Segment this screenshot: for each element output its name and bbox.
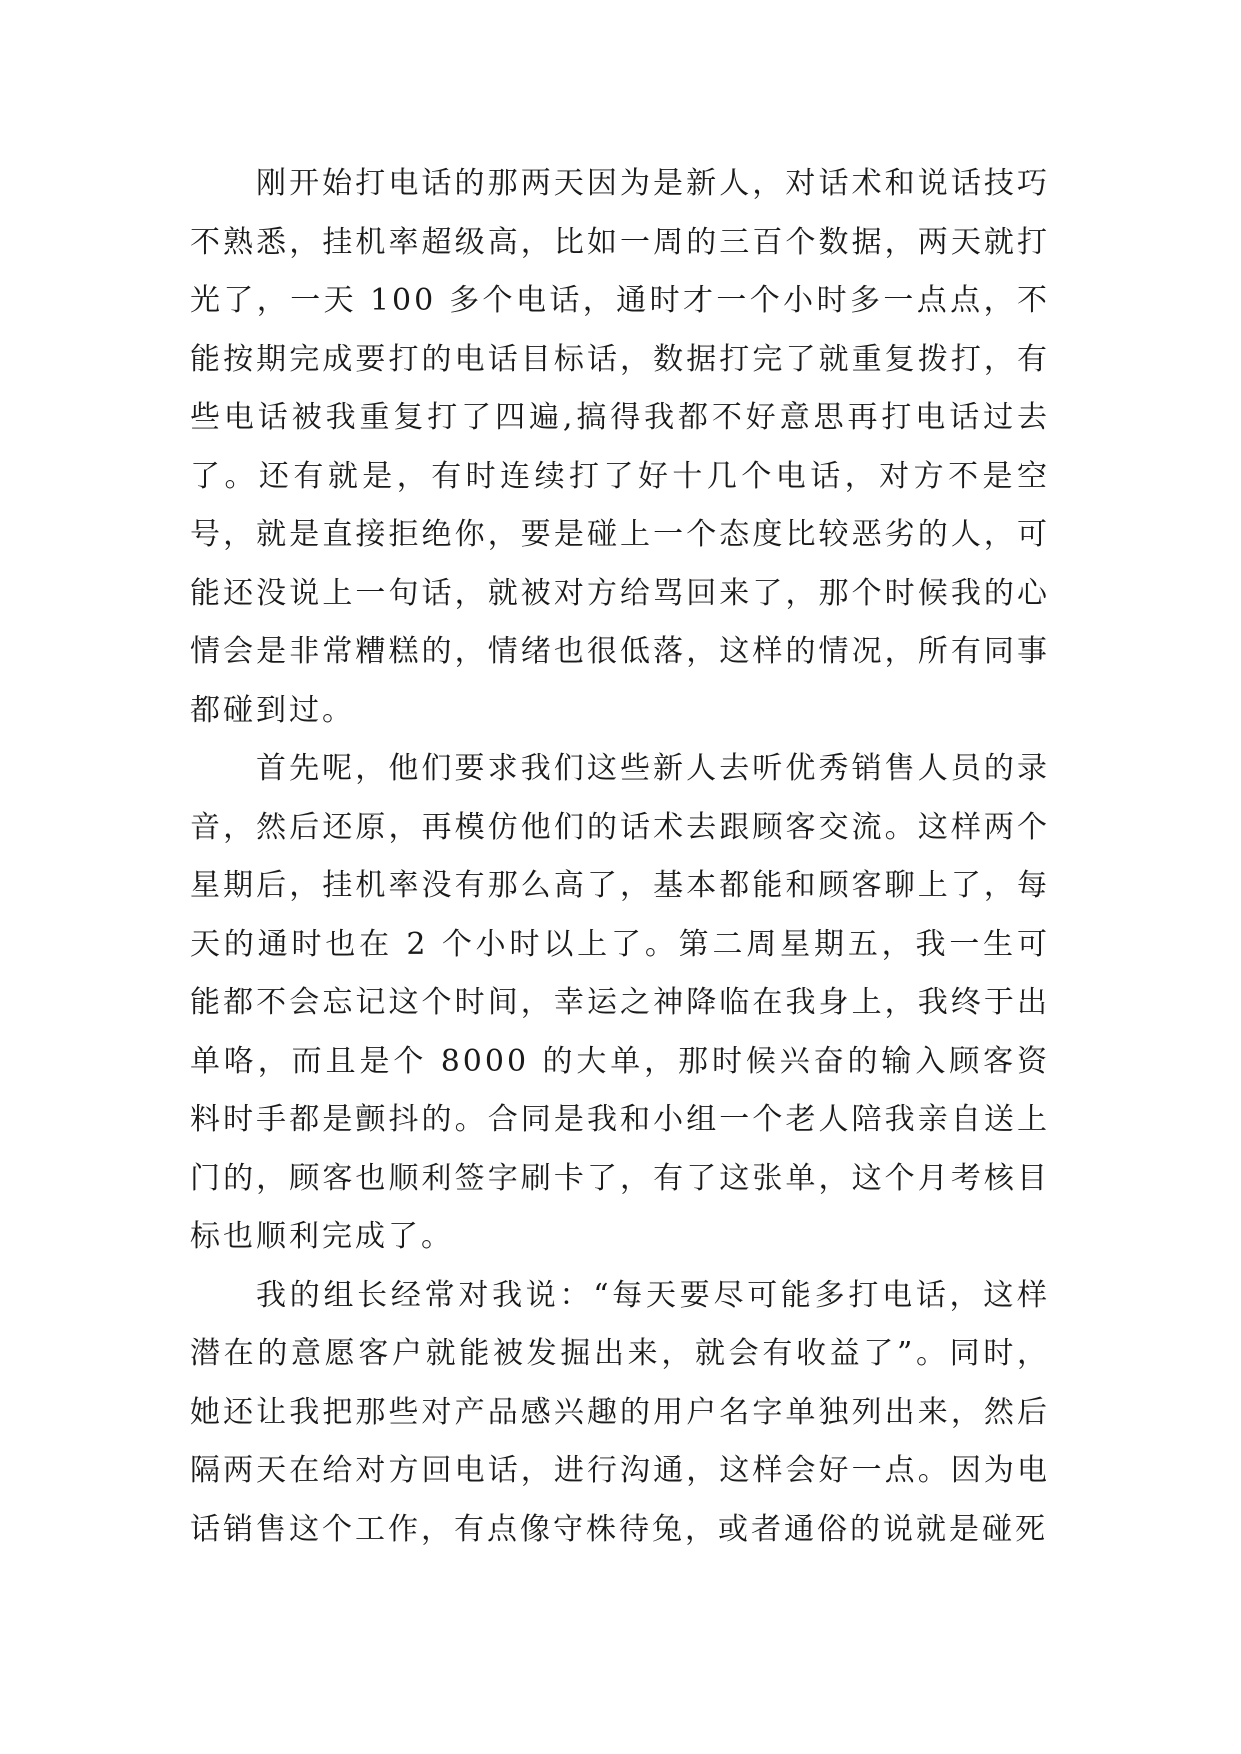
paragraph: 首先呢，他们要求我们这些新人去听优秀销售人员的录音，然后还原，再模仿他们的话术去跟顾客交流。这样两个星期后，挂机率没有那么高了，基本都能和顾客聊上了，每天的通时也在 2 个小时以上了。第二周星期五，我一生可能都不会忘记这个时间，幸运之神降临在我身上，我终于出单咯，而且是个 8000 的大单，那时候兴奋的输入顾客资料时手都是颤抖的。合同是我和小组一个老人陪我亲自送上门的，顾客也顺利签字刷卡了，有了这张单，这个月考核目标也顺利完成了。 xyxy=(190,751,1050,1254)
document-body xyxy=(190,155,1050,1559)
paragraph: 我的组长经常对我说：“每天要尽可能多打电话，这样潜在的意愿客户就能被发掘出来，就会有收益了”。同时，她还让我把那些对产品感兴趣的用户名字单独列出来，然后隔两天在给对方回电话，进行沟通，这样会好一点。因为电话销售这个工作，有点像守株待兔，或者通俗的说就是碰死 xyxy=(190,1277,1050,1547)
paragraph: 刚开始打电话的那两天因为是新人，对话术和说话技巧不熟悉，挂机率超级高，比如一周的三百个数据，两天就打光了，一天 100 多个电话，通时才一个小时多一点点，不能按期完成要打的电话目标话，数据打完了就重复拨打，有些电话被我重复打了四遍,搞得我都不好意思再打电话过去了。还有就是，有时连续打了好十几个电话，对方不是空号，就是直接拒绝你，要是碰上一个态度比较恶劣的人，可能还没说上一句话，就被对方给骂回来了，那个时候我的心情会是非常糟糕的，情绪也很低落，这样的情况，所有同事都碰到过。 xyxy=(190,166,1050,728)
